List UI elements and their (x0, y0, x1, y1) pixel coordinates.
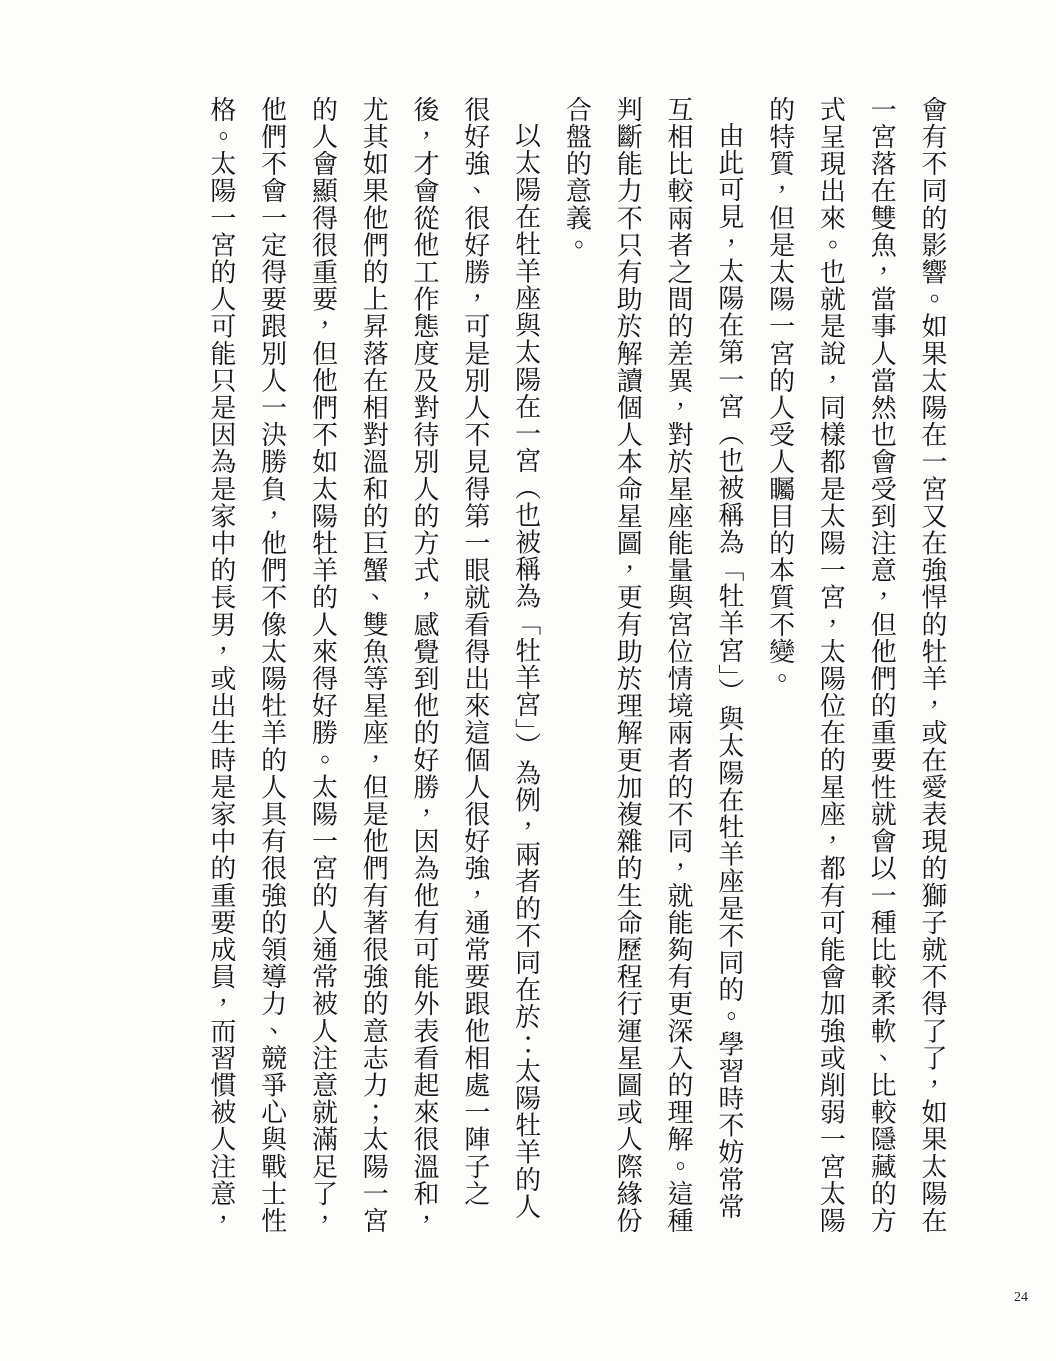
paragraph: 以太陽在牡羊座與太陽在一宮（也被稱為「牡羊宮」）為例，兩者的不同在於：太陽牡羊的人很好強、很好勝，可是別人不見得第一眼就看得出來這個人很好強，通常要跟他相處一陣子之後，才會從他工作態度及對待別人的方式，感覺到他的好勝，因為他有可能外表看起來很溫和，尤其如果他們的上昇落在相對溫和的巨蟹、雙魚等星座，但是他們有著很強的意志力；太陽一宮的人會顯得很重要，但他們不如太陽牡羊的人來得好勝。太陽一宮的人通常被人注意就滿足了，他們不會一定得要跟別人一決勝負，他們不像太陽牡羊的人具有很強的領導力、競爭心與戰士性格。太陽一宮的人可能只是因為是家中的長男，或出生時是家中的重要成員，而習慣被人注意， (206, 96, 541, 1235)
paragraph: 會有不同的影響。如果太陽在一宮又在強悍的牡羊，或在愛表現的獅子就不得了了，如果太陽在一宮落在雙魚，當事人當然也會受到注意，但他們的重要性就會以一種比較柔軟、比較隱藏的方式呈現出來。也就是說，同樣都是太陽一宮，太陽位在的星座，都有可能會加強或削弱一宮太陽的特質，但是太陽一宮的人受人矚目的本質不變。 (765, 96, 947, 1235)
paragraph: 由此可見，太陽在第一宮（也被稱為「牡羊宮」）與太陽在牡羊座是不同的。學習時不妨常常互相比較兩者之間的差異，對於星座能量與宮位情境兩者的不同，就能夠有更深入的理解。這種判斷能力不只有助於解讀個人本命星圖，更有助於理解更加複雜的生命歷程行運星圖或人際緣份合盤的意義。 (562, 96, 744, 1235)
page-number: 24 (1014, 1290, 1028, 1305)
body-text (195, 96, 957, 1236)
